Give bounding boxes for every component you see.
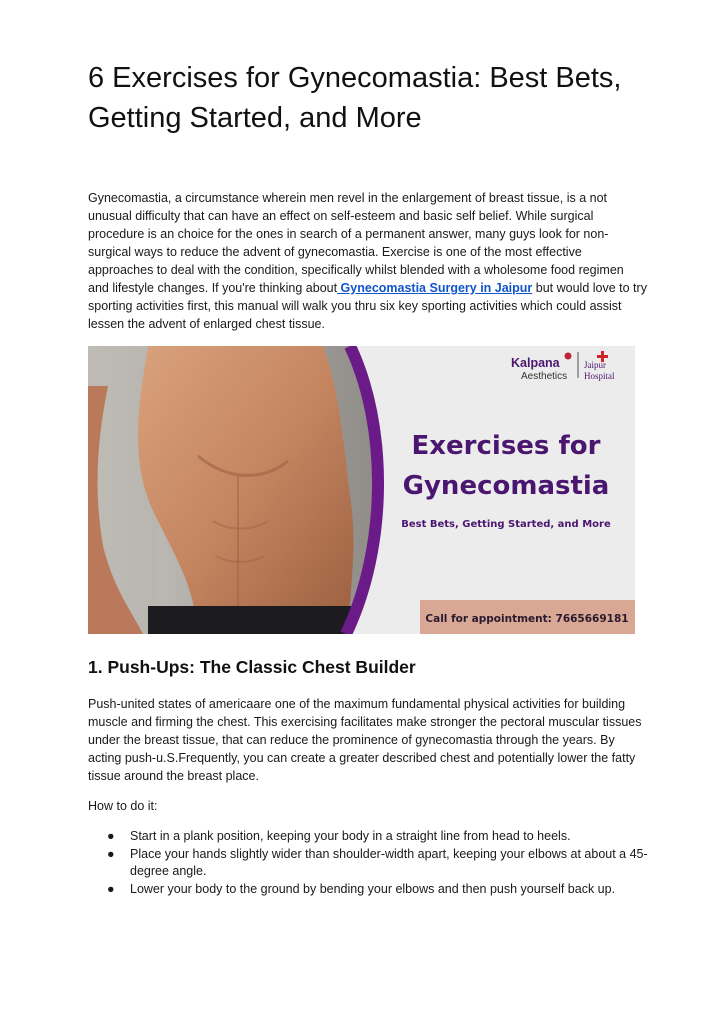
cta-phone-text: Call for appointment: 7665669181 <box>425 613 629 625</box>
model-photo <box>88 346 388 634</box>
intro-text-before-link: Gynecomastia, a circumstance wherein men revel in the enlargement of breast tissue, is a not unusual difficulty that can have an effect on self-esteem and basic self belief. While surgical procedure is an choice for the ones in search of a permanent answer, many guys look for non-surgical ways to reduce the advent of gynecomastia. Exercise is one of the most effective approaches to deal with the condition, specifically whilst blended with a wholesome food regimen and lifestyle changes. If you're thinking about <box>88 191 624 295</box>
bullet-icon: ● <box>107 829 115 843</box>
banner-headline-line-1: Exercises for <box>411 431 601 461</box>
section-paragraph-push-ups: Push-united states of americaare one of the maximum fundamental physical activities for building muscle and firming the chest. This exercising facilitates make stronger the pectoral muscular tissues under the breast tissue, that can reduce the prominence of gynecomastia through the years. By acting push-u.S.Frequently, you can create a greater described chest and potentially lower the fatty tissue around the breast place. <box>88 697 642 783</box>
bullet-icon: ● <box>107 882 115 896</box>
how-to-label: How to do it: <box>88 799 158 813</box>
list-item <box>88 881 648 898</box>
brand-name-kalpana: Kalpana <box>511 356 560 370</box>
rose-logo-icon <box>565 353 572 360</box>
section-heading-push-ups: 1. Push-Ups: The Classic Chest Builder <box>88 657 416 677</box>
bullet-icon: ● <box>107 847 115 861</box>
list-item <box>88 828 648 845</box>
list-item-text: Place your hands slightly wider than shoulder-width apart, keeping your elbows at about a 45-degree angle. <box>130 847 648 878</box>
hospital-name-line-2: Hospital <box>584 371 615 381</box>
page-title: 6 Exercises for Gynecomastia: Best Bets, Getting Started, and More <box>88 62 622 134</box>
article-banner-image <box>88 346 635 634</box>
list-item-text: Start in a plank position, keeping your body in a straight line from head to heels. <box>130 829 571 843</box>
banner-subheadline: Best Bets, Getting Started, and More <box>401 519 611 530</box>
hospital-name-line-1: Jaipur <box>584 360 606 370</box>
intro-paragraph <box>88 189 648 333</box>
banner-graphic <box>88 346 635 634</box>
list-item <box>88 846 648 880</box>
gynecomastia-surgery-link[interactable]: Gynecomastia Surgery in Jaipur <box>337 281 533 295</box>
brand-name-aesthetics: Aesthetics <box>521 371 568 382</box>
list-item-text: Lower your body to the ground by bending your elbows and then push yourself back up. <box>130 882 616 896</box>
steps-list <box>88 828 648 899</box>
banner-headline-line-2: Gynecomastia <box>402 471 610 501</box>
intro-text-after-link: but would love to try sporting activities first, this manual will walk you thru six key sporting activities which could assist lessen the advent of enlarged chest tissue. <box>88 281 647 331</box>
